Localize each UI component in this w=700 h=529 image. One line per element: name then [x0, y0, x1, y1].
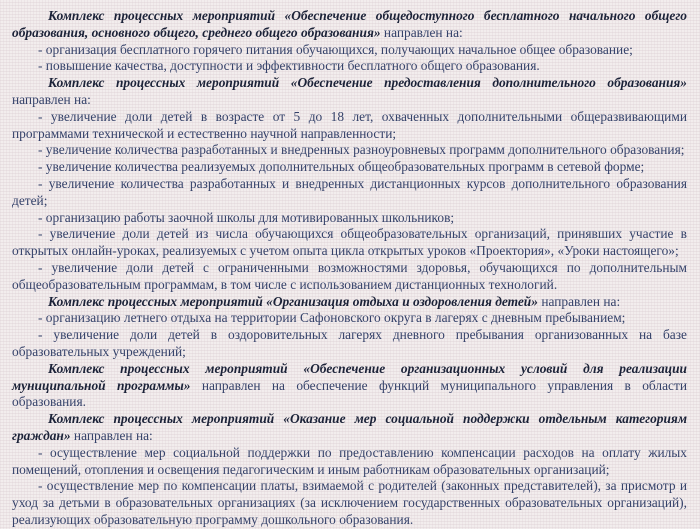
heading-paragraph [12, 75, 687, 109]
bullet-item [12, 445, 687, 479]
bullet-item [12, 109, 687, 143]
bullet-item [12, 58, 687, 75]
paragraph-body-text: направлен на: [541, 293, 621, 309]
paragraph-lead-text: Комплекс процессных мероприятий «Организация отдыха и оздоровления детей» [48, 293, 538, 309]
paragraph-body-text: - осуществление мер социальной поддержки по предоставлению компенсации расходов на оплату жилых помещений, отопления и освещения педагогическим и иным работникам образовательных организаций; [12, 444, 687, 477]
paragraph-body-text: направлен на: [383, 24, 463, 40]
paragraph-body-text: - увеличение доли детей в возрасте от 5 до 18 лет, охваченных дополнительными общеразвивающими программами технической и естественно научной направленности; [12, 108, 687, 141]
paragraph-lead-text: Комплекс процессных мероприятий «Обеспечение предоставления дополнительного образования» [48, 75, 687, 91]
bullet-item [12, 327, 687, 361]
paragraph-lead-text: Комплекс процессных мероприятий «Оказание мер социальной поддержки отдельным категориям граждан» [12, 411, 687, 443]
bullet-item [12, 226, 687, 260]
paragraph-lead-text: Комплекс процессных мероприятий «Обеспечение организационных условий для реализации муниципальной программы» [12, 360, 687, 393]
heading-paragraph [12, 361, 687, 411]
paragraph-lead-text: Комплекс процессных мероприятий «Обеспечение общедоступного бесплатного начального общего образования, основного общего, среднего общего образования» [12, 8, 687, 40]
paragraph-body-text: - организацию летнего отдыха на территории Сафоновского округа в лагерях с дневным пребыванием; [38, 310, 626, 326]
heading-paragraph [12, 294, 687, 311]
paragraph-body-text: - увеличение количества реализуемых дополнительных общеобразовательных программ в сетевой форме; [38, 159, 645, 175]
paragraph-body-text: - организацию работы заочной школы для мотивированных школьников; [38, 209, 455, 225]
paragraph-body-text: - осуществление мер по компенсации платы, взимаемой с родителей (законных представителей), за присмотр и уход за детьми в образовательных организациях (за исключением государственных образовательных организаций), реализующих образовательную программу дошкольного образования. [12, 478, 687, 527]
paragraph-body-text: - организация бесплатного горячего питания обучающихся, получающих начальное общее образование; [38, 41, 633, 57]
heading-paragraph [12, 411, 687, 445]
bullet-item [12, 176, 687, 210]
bullet-item [12, 159, 687, 176]
paragraph-body-text: - увеличение количества разработанных и внедренных дистанционных курсов дополнительного образования детей; [12, 175, 687, 208]
bullet-item [12, 478, 687, 528]
bullet-item [12, 310, 687, 327]
heading-paragraph [12, 8, 687, 42]
bullet-item [12, 42, 687, 59]
bullet-item [12, 210, 687, 227]
paragraph-body-text: - увеличение доли детей в оздоровительных лагерях дневного пребывания организованных на базе образовательных учреждений; [12, 327, 687, 359]
bullet-item [12, 260, 687, 294]
paragraph-body-text: - повышение качества, доступности и эффективности бесплатного общего образования. [38, 58, 540, 74]
paragraph-body-text: направлен на: [12, 91, 91, 107]
paragraph-body-text: - увеличение доли детей из числа обучающихся общеобразовательных организаций, принявших участие в открытых онлайн-уроках, реализуемых с учетом опыта цикла открытых уроков «Проектория», «Уроки настоящего»; [12, 226, 687, 259]
paragraph-body-text: - увеличение доли детей с ограниченными возможностями здоровья, обучающихся по дополнительным общеобразовательным программам, в том числе с использованием дистанционных технологий. [12, 259, 687, 292]
bullet-item [12, 142, 687, 159]
paragraph-body-text: направлен на: [73, 427, 153, 443]
paragraph-body-text: направлен на обеспечение функций муниципального управления в области образования. [12, 377, 687, 410]
document-body [12, 8, 687, 529]
paragraph-body-text: - увеличение количества разработанных и внедренных разноуровневых программ дополнительного образования; [38, 142, 685, 158]
